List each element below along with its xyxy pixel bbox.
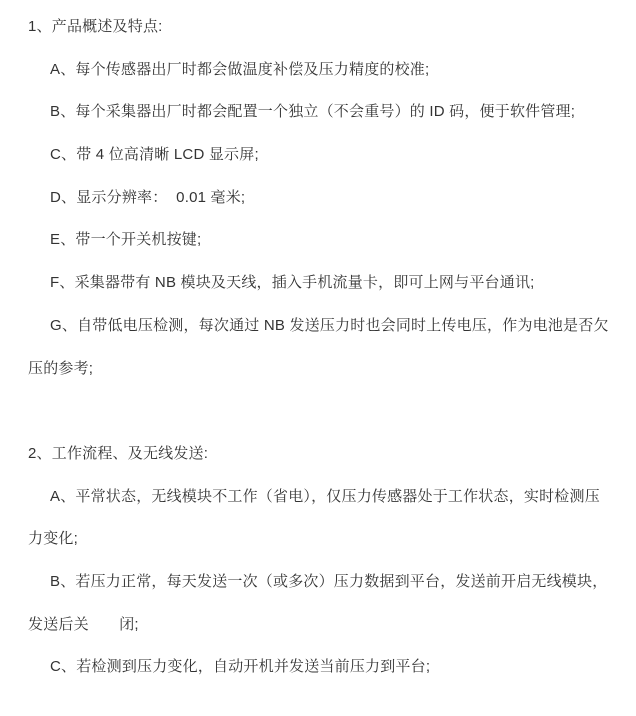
item-2-b-line-2: 发送后关 闭; (28, 615, 139, 633)
item-2-a-line-2: 力变化; (28, 530, 78, 548)
item-1-a: A、每个传感器出厂时都会做温度补偿及压力精度的校准; (50, 60, 430, 78)
item-1-c: C、带 4 位高清晰 LCD 显示屏; (50, 146, 259, 164)
item-1-d: D、显示分辨率： 0.01 毫米; (50, 188, 246, 206)
section-1-heading: 1、产品概述及特点: (28, 18, 163, 35)
item-1-f: F、采集器带有 NB 模块及天线，插入手机流量卡，即可上网与平台通讯; (50, 274, 535, 292)
item-1-b: B、每个采集器出厂时都会配置一个独立（不会重号）的 ID 码，便于软件管理; (50, 103, 576, 121)
item-1-g-line-2: 压的参考; (28, 359, 94, 377)
blank-line (28, 390, 610, 433)
item-2-b-line-1: B、若压力正常，每天发送一次（或多次）压力数据到平台，发送前开启无线模块， (50, 572, 608, 590)
item-1-g-line-1: G、自带低电压检测，每次通过 NB 发送压力时也会同时上传电压，作为电池是否欠 (50, 316, 609, 334)
item-1-e: E、带一个开关机按键; (50, 231, 202, 249)
section-2-heading: 2、工作流程、及无线发送: (28, 444, 209, 462)
item-2-a-line-1: A、平常状态，无线模块不工作（省电），仅压力传感器处于工作状态，实时检测压 (50, 487, 600, 505)
item-2-c: C、若检测到压力变化，自动开机并发送当前压力到平台; (50, 658, 431, 676)
